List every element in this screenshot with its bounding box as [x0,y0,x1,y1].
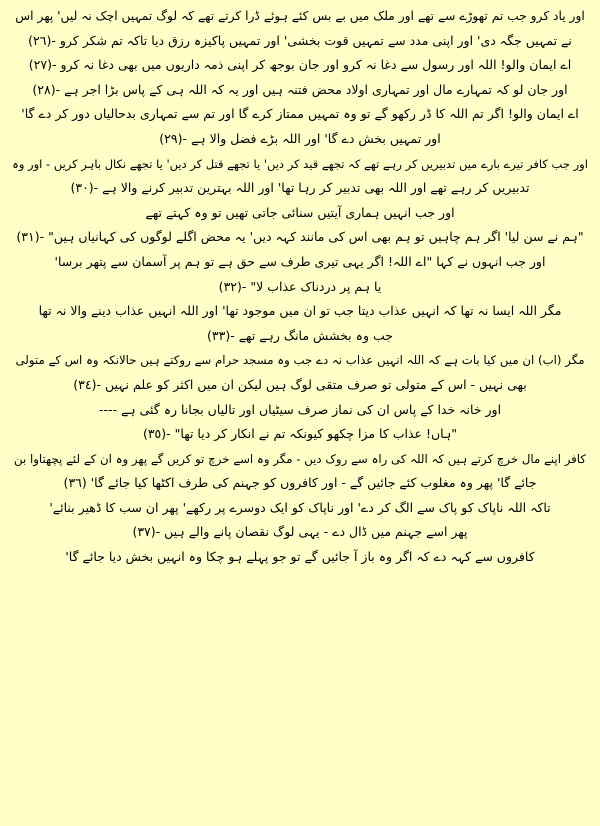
text-line: اور جان لو کہ تمہارے مال اور تمہاری اولاد محض فتنہ ہیں اور یہ کہ اللہ ہی کے پاس بڑا اجر ہے -(٢٨) [32,81,568,97]
text-line: اور جب انہوں نے کہا "اے اللہ! اگر یہی تیری طرف سے حق ہے تو ہم پر آسمان سے پتھر برسا' [54,253,546,269]
text-line: اے ایمان والو! اگر تم اللہ کا ڈر رکھو گے تو وہ تمہیں ممتاز کرے گا اور تم سے تمہاری بدحالیاں دور کر دے گا' [21,106,579,122]
text-line: مگر اللہ ایسا نہ تھا کہ انہیں عذاب دیتا جب تو ان میں موجود تھا' اور اللہ انہیں عذاب دینے والا نہ تھا [38,303,562,319]
text-line: اور تمہیں بخش دے گا' اور اللہ بڑے فضل والا ہے -(٢٩) [159,130,441,146]
text-line: یا ہم پر دردناک عذاب لا" -(٣٢) [218,278,382,294]
text-line: "ہم نے سن لیا' اگر ہم چاہیں تو ہم بھی اس کی مانند کہہ دیں' یہ محض اگلے لوگوں کی کہانیاں ہیں" -(٣١) [16,229,584,245]
text-line: نے تمہیں جگہ دی' اور اپنی مدد سے تمہیں قوت بخشی' اور تمہیں پاکیزہ رزق دیا تاکہ تم شکر کرو -(٢٦) [28,32,572,48]
text-line: مگر (اب) ان میں کیا بات ہے کہ اللہ انہیں عذاب نہ دے جب وہ مسجد حرام سے روکتے ہیں حالانکہ وہ اس کے متولی [15,353,585,368]
verse-list [10,4,590,570]
text-line: اے ایمان والو! اللہ اور رسول سے دغا نہ کرو اور جان بوجھ کر اپنی ذمہ داریوں میں بھی دغا نہ کرو -(٢٧) [28,57,572,73]
text-line: کافر اپنے مال خرچ کرتے ہیں کہ اللہ کی راہ سے روک دیں - مگر وہ اسے خرچ تو کریں گے پھر وہ ان کے لئے پچھتاوا بن [14,451,586,466]
text-line: تدبیریں کر رہے تھے اور اللہ بھی تدبیر کر رہا تھا' اور اللہ بہترین تدبیر کرنے والا ہے -(٣٠) [70,180,530,196]
text-line: جائے گا' پھر وہ مغلوب کئے جائیں گے - اور کافروں کو جہنم کی طرف اکٹھا کیا جائے گا' (٣٦) [63,475,537,491]
text-line: تاکہ اللہ ناپاک کو پاک سے الگ کر دے' اور ناپاک کو ایک دوسرے پر رکھے' پھر ان سب کا ڈھیر بنائے' [49,499,551,515]
text-line: کافروں سے کہہ دے کہ اگر وہ باز آ جائیں گے تو جو پہلے ہو چکا وہ انہیں بخش دیا جائے گا' [65,549,535,565]
text-line: اور خانہ خدا کے پاس ان کی نماز صرف سیٹیاں اور تالیاں بجانا رہ گئی ہے ---- [98,401,502,417]
text-line: اور یاد کرو جب تم تھوڑے سے تھے اور ملک میں بے بس کئے ہوئے ڈرا کرتے تھے کہ لوگ تمہیں اچک نہ لیں' پھر اس [15,9,585,23]
text-line: بھی نہیں - اس کے متولی تو صرف متقی لوگ ہیں لیکن ان میں اکثر کو علم نہیں -(٣٤) [73,376,527,392]
text-line: اور جب کافر تیرے بارے میں تدبیریں کر رہے تھے کہ تجھے قید کر دیں' یا تجھے قتل کر دیں' یا تجھے نکال باہر کریں - اور وہ [12,156,588,171]
text-line: اور جب انہیں ہماری آیتیں سنائی جاتی تھیں تو وہ کہتے تھے [145,204,455,220]
text-line: جب وہ بخشش مانگ رہے تھے -(٣٣) [207,327,393,343]
text-line: "ہاں! عذاب کا مزا چکھو کیونکہ تم نے انکار کر دیا تھا" -(٣٥) [142,426,458,442]
text-line: پھر اسے جہنم میں ڈال دے - یہی لوگ نقصان پانے والے ہیں -(٣٧) [132,524,468,540]
